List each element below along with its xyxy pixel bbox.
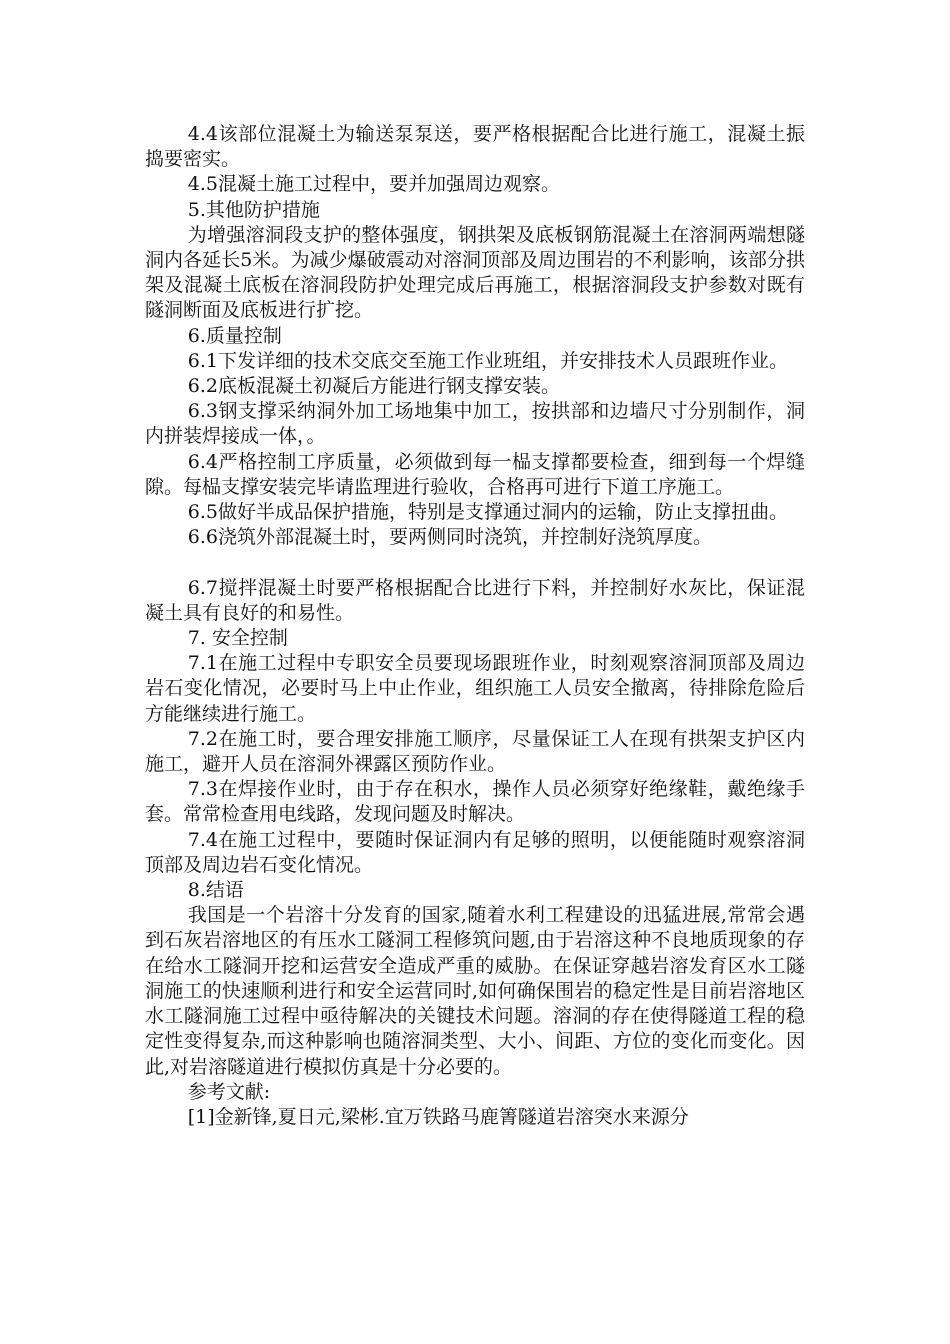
paragraph-6-7: 6.7搅拌混凝土时要严格根据配合比进行下料，并控制好水灰比，保证混凝土具有良好的和易性。 <box>145 576 805 624</box>
paragraph-6-4: 6.4严格控制工序质量，必须做到每一榀支撑都要检查，细到每一个焊缝隙。每榀支撑安装完毕请监理进行验收，合格再可进行下道工序施工。 <box>145 450 805 498</box>
paragraph-5-body: 为增强溶洞段支护的整体强度，钢拱架及底板钢筋混凝土在溶洞两端想隧洞内各延长5米。为减少爆破震动对溶洞顶部及周边围岩的不利影响，该部分拱架及混凝土底板在溶洞段防护处理完成后再施工，根据溶洞段支护参数对既有隧洞断面及底板进行扩挖。 <box>145 223 805 322</box>
references-heading: 参考文献: <box>187 1080 271 1103</box>
paragraph-6-3: 6.3钢支撑采纳洞外加工场地集中加工，按拱部和边墙尺寸分别制作，洞内拼装焊接成一体，。 <box>145 400 805 448</box>
paragraph-6-6: 6.6浇筑外部混凝土时，要两侧同时浇筑，并控制好浇筑厚度。 <box>187 526 712 549</box>
heading-6: 6.质量控制 <box>187 324 282 347</box>
heading-7: 7. 安全控制 <box>187 627 288 650</box>
paragraph-4-4: 4.4该部位混凝土为输送泵泵送，要严格根据配合比进行施工，混凝土振捣要密实。 <box>145 123 805 171</box>
paragraph-6-2: 6.2底板混凝土初凝后方能进行钢支撑安装。 <box>187 375 560 398</box>
heading-5: 5.其他防护措施 <box>187 198 320 221</box>
paragraph-6-1: 6.1下发详细的技术交底交至施工作业班组，并安排技术人员跟班作业。 <box>187 349 788 372</box>
document-body <box>145 122 805 1130</box>
paragraph-8-body: 我国是一个岩溶十分发育的国家,随着水利工程建设的迅猛进展,常常会遇到石灰岩溶地区的有压水工隧洞工程修筑问题,由于岩溶这种不良地质现象的存在给水工隧洞开挖和运营安全造成严重的威胁。在保证穿越岩溶发育区水工隧洞施工的快速顺利进行和安全运营同时,如何确保围岩的稳定性是目前岩溶地区水工隧洞施工过程中亟待解决的关键技术问题。溶洞的存在使得隧道工程的稳定性变得复杂,而这种影响也随溶洞类型、大小、间距、方位的变化而变化。因此,对岩溶隧道进行模拟仿真是十分必要的。 <box>145 904 805 1078</box>
paragraph-7-1: 7.1在施工过程中专职安全员要现场跟班作业，时刻观察溶洞顶部及周边岩石变化情况，必要时马上中止作业，组织施工人员安全撤离，待排除危险后方能继续进行施工。 <box>145 652 805 725</box>
blank-line <box>145 550 805 575</box>
paragraph-4-5: 4.5混凝土施工过程中，要并加强周边观察。 <box>187 173 560 196</box>
paragraph-7-2: 7.2在施工时，要合理安排施工顺序，尽量保证工人在现有拱架支护区内施工，避开人员在溶洞外裸露区预防作业。 <box>145 727 805 776</box>
reference-item-1: [1]金新锋,夏日元,梁彬.宜万铁路马鹿箐隧道岩溶突水来源分 <box>187 1105 689 1128</box>
paragraph-6-5: 6.5做好半成品保护措施，特别是支撑通过洞内的运输，防止支撑扭曲。 <box>187 501 788 524</box>
paragraph-7-3: 7.3在焊接作业时，由于存在积水，操作人员必须穿好绝缘鞋，戴绝缘手套。常常检查用电线路，发现问题及时解决。 <box>145 778 805 826</box>
heading-8: 8.结语 <box>187 879 244 902</box>
paragraph-7-4: 7.4在施工过程中，要随时保证洞内有足够的照明，以便能随时观察溶洞顶部及周边岩石变化情况。 <box>145 828 805 876</box>
